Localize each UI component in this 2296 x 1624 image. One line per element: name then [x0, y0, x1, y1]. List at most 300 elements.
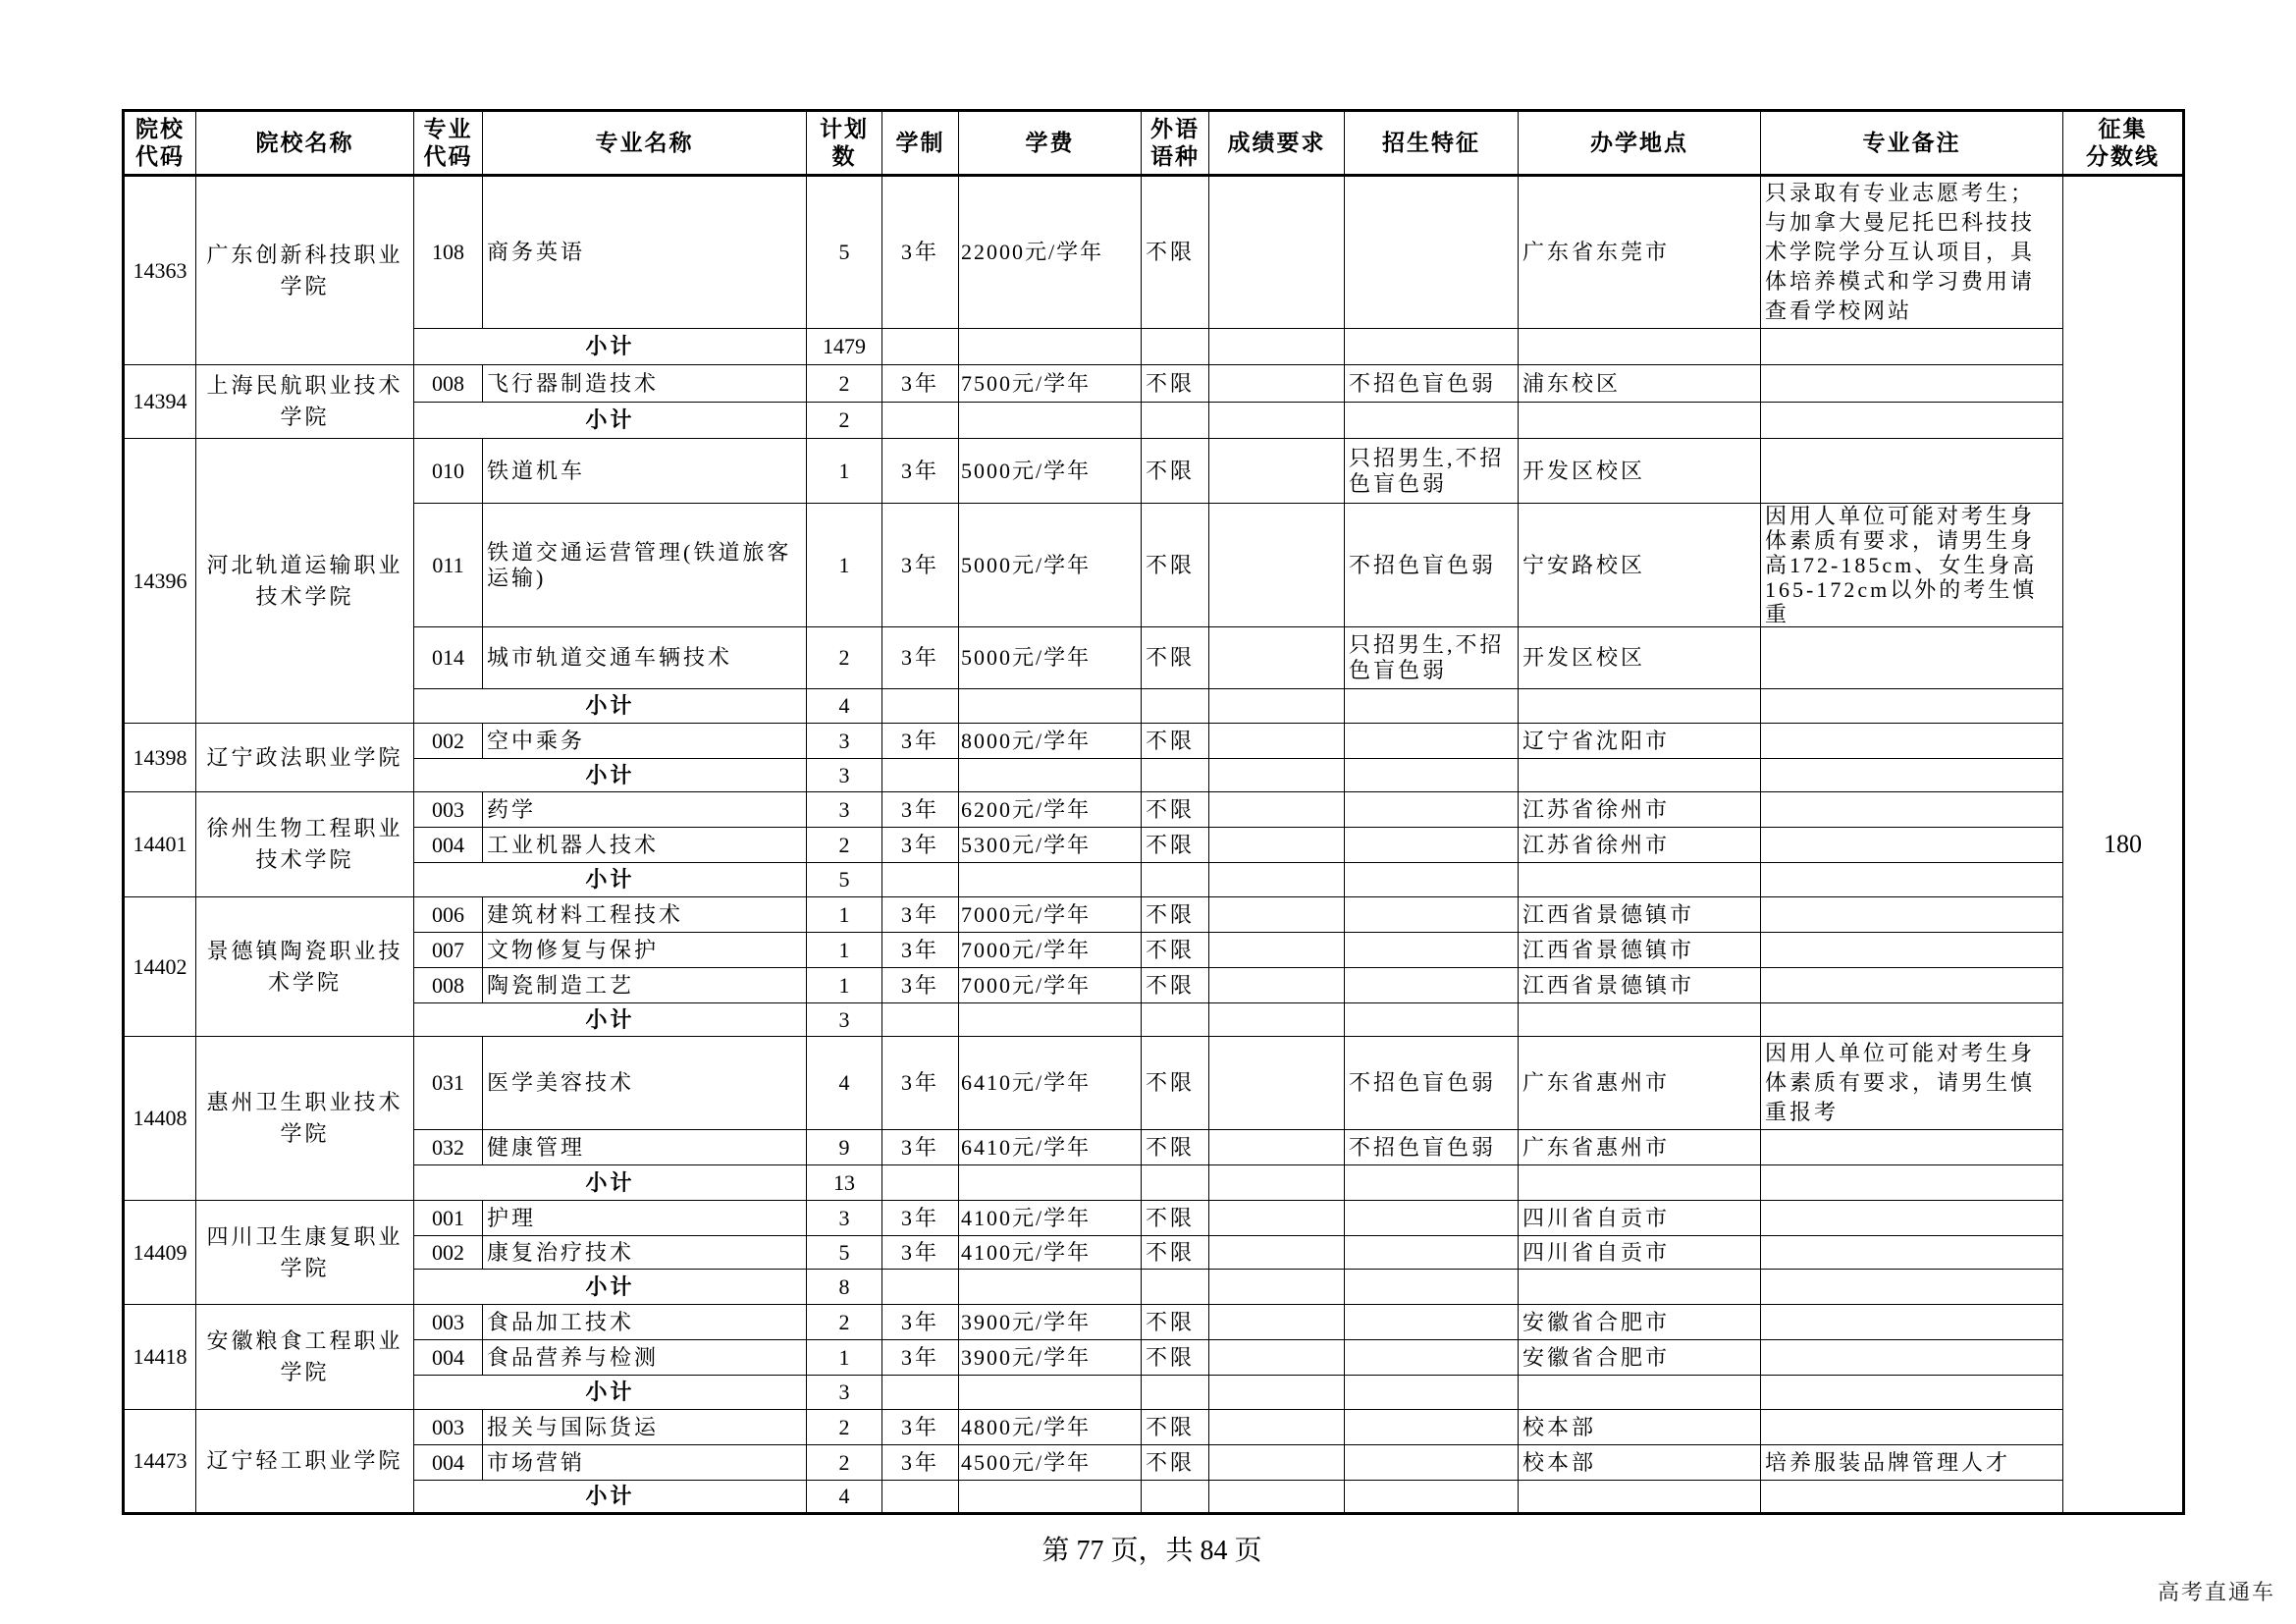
- header-major-name: 专业名称: [483, 111, 807, 176]
- plan-count: 1: [807, 504, 882, 627]
- subtotal-label: 小计: [414, 1481, 807, 1514]
- foreign-language: 不限: [1142, 933, 1209, 968]
- campus-location: 校本部: [1519, 1410, 1761, 1445]
- empty-cell: [1209, 329, 1345, 365]
- campus-location: 四川省自贡市: [1519, 1201, 1761, 1236]
- major-note: [1761, 1201, 2063, 1236]
- empty-cell: [1209, 1003, 1345, 1037]
- campus-location: 江西省景德镇市: [1519, 933, 1761, 968]
- major-name: 陶瓷制造工艺: [483, 968, 807, 1003]
- institution-code: 14402: [124, 897, 196, 1037]
- major-note: 因用人单位可能对考生身体素质有要求，请男生身高172-185cm、女生身高165-172cm以外的考生慎重: [1761, 504, 2063, 627]
- major-name: 健康管理: [483, 1130, 807, 1165]
- duration: 3年: [882, 1340, 959, 1376]
- empty-cell: [1345, 1165, 1519, 1201]
- major-note: [1761, 439, 2063, 504]
- subtotal-label: 小计: [414, 863, 807, 897]
- empty-cell: [1142, 1003, 1209, 1037]
- subtotal-plan: 2: [807, 403, 882, 439]
- score-requirement: [1209, 724, 1345, 759]
- subtotal-row: [124, 1003, 2184, 1037]
- major-code: 004: [414, 828, 483, 863]
- subtotal-label: 小计: [414, 1165, 807, 1201]
- tuition: 6200元/学年: [959, 792, 1142, 828]
- major-code: 014: [414, 627, 483, 689]
- admission-feature: 不招色盲色弱: [1345, 504, 1519, 627]
- empty-cell: [1519, 1165, 1761, 1201]
- empty-cell: [1519, 1270, 1761, 1305]
- duration: 3年: [882, 724, 959, 759]
- empty-cell: [1519, 1481, 1761, 1514]
- empty-cell: [1209, 1376, 1345, 1410]
- major-note: [1761, 933, 2063, 968]
- min-score: 180: [2063, 176, 2184, 1514]
- table-header: [124, 111, 2184, 176]
- campus-location: 广东省东莞市: [1519, 176, 1761, 329]
- empty-cell: [882, 1481, 959, 1514]
- admission-feature: [1345, 724, 1519, 759]
- subtotal-label: 小计: [414, 403, 807, 439]
- empty-cell: [1519, 1003, 1761, 1037]
- major-name: 铁道机车: [483, 439, 807, 504]
- table-row: [124, 627, 2184, 689]
- foreign-language: 不限: [1142, 504, 1209, 627]
- header-score-requirement: 成绩要求: [1209, 111, 1345, 176]
- foreign-language: 不限: [1142, 627, 1209, 689]
- subtotal-row: [124, 689, 2184, 724]
- major-note: [1761, 1305, 2063, 1340]
- admission-feature: [1345, 1340, 1519, 1376]
- major-name: 市场营销: [483, 1445, 807, 1481]
- major-code: 006: [414, 897, 483, 933]
- institution-name: 辽宁政法职业学院: [196, 724, 414, 792]
- subtotal-plan: 3: [807, 1376, 882, 1410]
- tuition: 7000元/学年: [959, 968, 1142, 1003]
- subtotal-row: [124, 1376, 2184, 1410]
- campus-location: 江西省景德镇市: [1519, 968, 1761, 1003]
- campus-location: 校本部: [1519, 1445, 1761, 1481]
- plan-count: 5: [807, 1236, 882, 1270]
- table-row: [124, 1236, 2184, 1270]
- major-note: [1761, 1236, 2063, 1270]
- plan-count: 1: [807, 439, 882, 504]
- table-row: [124, 365, 2184, 403]
- admission-feature: [1345, 897, 1519, 933]
- major-name: 护理: [483, 1201, 807, 1236]
- plan-count: 3: [807, 1201, 882, 1236]
- campus-location: 四川省自贡市: [1519, 1236, 1761, 1270]
- score-requirement: [1209, 1445, 1345, 1481]
- admission-plan-table: [122, 109, 2185, 1515]
- subtotal-row: [124, 1270, 2184, 1305]
- major-code: 002: [414, 1236, 483, 1270]
- admission-feature: [1345, 176, 1519, 329]
- duration: 3年: [882, 1445, 959, 1481]
- empty-cell: [1519, 759, 1761, 792]
- subtotal-row: [124, 759, 2184, 792]
- admission-feature: [1345, 1201, 1519, 1236]
- campus-location: 江苏省徐州市: [1519, 828, 1761, 863]
- table-row: [124, 1037, 2184, 1130]
- page-number: 第 77 页，共 84 页: [1041, 1536, 1262, 1566]
- tuition: 5000元/学年: [959, 627, 1142, 689]
- tuition: 4500元/学年: [959, 1445, 1142, 1481]
- campus-location: 广东省惠州市: [1519, 1037, 1761, 1130]
- empty-cell: [1142, 863, 1209, 897]
- empty-cell: [959, 403, 1142, 439]
- major-code: 002: [414, 724, 483, 759]
- institution-code: 14394: [124, 365, 196, 439]
- empty-cell: [1209, 403, 1345, 439]
- major-code: 108: [414, 176, 483, 329]
- empty-cell: [882, 403, 959, 439]
- foreign-language: 不限: [1142, 828, 1209, 863]
- empty-cell: [1345, 403, 1519, 439]
- major-code: 031: [414, 1037, 483, 1130]
- empty-cell: [1761, 1376, 2063, 1410]
- institution-code: 14473: [124, 1410, 196, 1514]
- score-requirement: [1209, 1305, 1345, 1340]
- institution-name: 辽宁轻工职业学院: [196, 1410, 414, 1514]
- table-row: [124, 1201, 2184, 1236]
- empty-cell: [1519, 863, 1761, 897]
- plan-count: 2: [807, 1305, 882, 1340]
- campus-location: 安徽省合肥市: [1519, 1305, 1761, 1340]
- campus-location: 安徽省合肥市: [1519, 1340, 1761, 1376]
- header-tuition: 学费: [959, 111, 1142, 176]
- admission-feature: [1345, 933, 1519, 968]
- duration: 3年: [882, 1201, 959, 1236]
- empty-cell: [1345, 1270, 1519, 1305]
- campus-location: 江西省景德镇市: [1519, 897, 1761, 933]
- score-requirement: [1209, 627, 1345, 689]
- score-requirement: [1209, 1037, 1345, 1130]
- institution-name: 四川卫生康复职业学院: [196, 1201, 414, 1305]
- institution-name: 徐州生物工程职业技术学院: [196, 792, 414, 897]
- duration: 3年: [882, 792, 959, 828]
- empty-cell: [882, 863, 959, 897]
- empty-cell: [1209, 863, 1345, 897]
- tuition: 4800元/学年: [959, 1410, 1142, 1445]
- duration: 3年: [882, 1305, 959, 1340]
- empty-cell: [882, 689, 959, 724]
- subtotal-label: 小计: [414, 689, 807, 724]
- subtotal-label: 小计: [414, 1376, 807, 1410]
- empty-cell: [1761, 863, 2063, 897]
- empty-cell: [1142, 1376, 1209, 1410]
- duration: 3年: [882, 176, 959, 329]
- major-note: 因用人单位可能对考生身体素质有要求，请男生慎重报考: [1761, 1037, 2063, 1130]
- table-row: [124, 724, 2184, 759]
- empty-cell: [1761, 403, 2063, 439]
- subtotal-label: 小计: [414, 329, 807, 365]
- foreign-language: 不限: [1142, 897, 1209, 933]
- major-name: 空中乘务: [483, 724, 807, 759]
- foreign-language: 不限: [1142, 1130, 1209, 1165]
- subtotal-plan: 8: [807, 1270, 882, 1305]
- empty-cell: [959, 1270, 1142, 1305]
- institution-code: 14398: [124, 724, 196, 792]
- institution-code: 14363: [124, 176, 196, 365]
- major-name: 建筑材料工程技术: [483, 897, 807, 933]
- duration: 3年: [882, 504, 959, 627]
- campus-location: 广东省惠州市: [1519, 1130, 1761, 1165]
- major-name: 药学: [483, 792, 807, 828]
- subtotal-label: 小计: [414, 1270, 807, 1305]
- tuition: 5000元/学年: [959, 439, 1142, 504]
- duration: 3年: [882, 1236, 959, 1270]
- score-requirement: [1209, 504, 1345, 627]
- institution-name: 景德镇陶瓷职业技术学院: [196, 897, 414, 1037]
- score-requirement: [1209, 792, 1345, 828]
- duration: 3年: [882, 1130, 959, 1165]
- plan-count: 2: [807, 1445, 882, 1481]
- score-requirement: [1209, 1201, 1345, 1236]
- foreign-language: 不限: [1142, 792, 1209, 828]
- major-note: [1761, 792, 2063, 828]
- empty-cell: [1761, 1270, 2063, 1305]
- foreign-language: 不限: [1142, 1201, 1209, 1236]
- duration: 3年: [882, 1410, 959, 1445]
- major-code: 001: [414, 1201, 483, 1236]
- foreign-language: 不限: [1142, 1305, 1209, 1340]
- header-major-code: 专业 代码: [414, 111, 483, 176]
- header-foreign-language: 外语 语种: [1142, 111, 1209, 176]
- admission-feature: [1345, 792, 1519, 828]
- empty-cell: [959, 1481, 1142, 1514]
- table-row: [124, 176, 2184, 329]
- tuition: 4100元/学年: [959, 1201, 1142, 1236]
- institution-name: 河北轨道运输职业技术学院: [196, 439, 414, 724]
- plan-count: 5: [807, 176, 882, 329]
- campus-location: 浦东校区: [1519, 365, 1761, 403]
- tuition: 3900元/学年: [959, 1305, 1142, 1340]
- subtotal-row: [124, 863, 2184, 897]
- empty-cell: [1761, 1481, 2063, 1514]
- empty-cell: [882, 1270, 959, 1305]
- empty-cell: [1345, 759, 1519, 792]
- institution-name: 安徽粮食工程职业学院: [196, 1305, 414, 1410]
- major-code: 008: [414, 968, 483, 1003]
- score-requirement: [1209, 176, 1345, 329]
- major-name: 康复治疗技术: [483, 1236, 807, 1270]
- major-code: 032: [414, 1130, 483, 1165]
- tuition: 6410元/学年: [959, 1130, 1142, 1165]
- empty-cell: [1761, 689, 2063, 724]
- major-name: 商务英语: [483, 176, 807, 329]
- major-name: 食品营养与检测: [483, 1340, 807, 1376]
- major-note: [1761, 365, 2063, 403]
- foreign-language: 不限: [1142, 439, 1209, 504]
- admission-feature: [1345, 968, 1519, 1003]
- empty-cell: [1142, 1481, 1209, 1514]
- major-note: [1761, 1410, 2063, 1445]
- foreign-language: 不限: [1142, 176, 1209, 329]
- major-note: [1761, 1130, 2063, 1165]
- admission-feature: 只招男生,不招色盲色弱: [1345, 439, 1519, 504]
- duration: 3年: [882, 627, 959, 689]
- table-row: [124, 1445, 2184, 1481]
- campus-location: 宁安路校区: [1519, 504, 1761, 627]
- tuition: 5000元/学年: [959, 504, 1142, 627]
- table-row: [124, 897, 2184, 933]
- score-requirement: [1209, 933, 1345, 968]
- tuition: 3900元/学年: [959, 1340, 1142, 1376]
- major-name: 报关与国际货运: [483, 1410, 807, 1445]
- empty-cell: [882, 1003, 959, 1037]
- major-name: 飞行器制造技术: [483, 365, 807, 403]
- major-note: 只录取有专业志愿考生；与加拿大曼尼托巴科技技术学院学分互认项目，具体培养模式和学习费用请查看学校网站: [1761, 176, 2063, 329]
- plan-count: 1: [807, 968, 882, 1003]
- major-name: 食品加工技术: [483, 1305, 807, 1340]
- subtotal-row: [124, 403, 2184, 439]
- empty-cell: [959, 1376, 1142, 1410]
- institution-code: 14408: [124, 1037, 196, 1201]
- empty-cell: [959, 1003, 1142, 1037]
- score-requirement: [1209, 439, 1345, 504]
- empty-cell: [1345, 1481, 1519, 1514]
- major-note: [1761, 1340, 2063, 1376]
- tuition: 7000元/学年: [959, 933, 1142, 968]
- subtotal-plan: 4: [807, 1481, 882, 1514]
- empty-cell: [1519, 403, 1761, 439]
- major-code: 003: [414, 792, 483, 828]
- admission-feature: [1345, 1410, 1519, 1445]
- table-row: [124, 968, 2184, 1003]
- empty-cell: [1761, 1003, 2063, 1037]
- plan-count: 2: [807, 627, 882, 689]
- subtotal-plan: 3: [807, 1003, 882, 1037]
- plan-count: 3: [807, 724, 882, 759]
- major-code: 003: [414, 1410, 483, 1445]
- subtotal-row: [124, 329, 2184, 365]
- empty-cell: [959, 329, 1142, 365]
- major-note: [1761, 627, 2063, 689]
- plan-count: 2: [807, 1410, 882, 1445]
- empty-cell: [882, 329, 959, 365]
- admission-feature: [1345, 828, 1519, 863]
- subtotal-plan: 4: [807, 689, 882, 724]
- subtotal-row: [124, 1481, 2184, 1514]
- foreign-language: 不限: [1142, 1037, 1209, 1130]
- header-institution-name: 院校名称: [196, 111, 414, 176]
- table-row: [124, 828, 2184, 863]
- empty-cell: [959, 759, 1142, 792]
- tuition: 4100元/学年: [959, 1236, 1142, 1270]
- header-min-score: 征集 分数线: [2063, 111, 2184, 176]
- tuition: 8000元/学年: [959, 724, 1142, 759]
- major-note: [1761, 968, 2063, 1003]
- tuition: 6410元/学年: [959, 1037, 1142, 1130]
- empty-cell: [1345, 863, 1519, 897]
- institution-code: 14409: [124, 1201, 196, 1305]
- plan-count: 1: [807, 933, 882, 968]
- score-requirement: [1209, 968, 1345, 1003]
- duration: 3年: [882, 828, 959, 863]
- foreign-language: 不限: [1142, 724, 1209, 759]
- foreign-language: 不限: [1142, 1445, 1209, 1481]
- header-row: [124, 111, 2184, 176]
- duration: 3年: [882, 897, 959, 933]
- table-row: [124, 933, 2184, 968]
- empty-cell: [959, 863, 1142, 897]
- admission-feature: 不招色盲色弱: [1345, 365, 1519, 403]
- header-campus-location: 办学地点: [1519, 111, 1761, 176]
- major-name: 工业机器人技术: [483, 828, 807, 863]
- empty-cell: [1519, 689, 1761, 724]
- institution-code: 14396: [124, 439, 196, 724]
- institution-name: 上海民航职业技术学院: [196, 365, 414, 439]
- empty-cell: [1345, 329, 1519, 365]
- major-code: 003: [414, 1305, 483, 1340]
- duration: 3年: [882, 933, 959, 968]
- header-duration: 学制: [882, 111, 959, 176]
- campus-location: 开发区校区: [1519, 439, 1761, 504]
- empty-cell: [1142, 403, 1209, 439]
- major-note: [1761, 828, 2063, 863]
- institution-code: 14401: [124, 792, 196, 897]
- subtotal-row: [124, 1165, 2184, 1201]
- tuition: 7000元/学年: [959, 897, 1142, 933]
- plan-count: 9: [807, 1130, 882, 1165]
- admission-feature: 不招色盲色弱: [1345, 1037, 1519, 1130]
- empty-cell: [1519, 1376, 1761, 1410]
- table-row: [124, 1130, 2184, 1165]
- empty-cell: [882, 1376, 959, 1410]
- plan-count: 1: [807, 897, 882, 933]
- major-code: 010: [414, 439, 483, 504]
- plan-count: 1: [807, 1340, 882, 1376]
- empty-cell: [1761, 1165, 2063, 1201]
- score-requirement: [1209, 1130, 1345, 1165]
- header-major-note: 专业备注: [1761, 111, 2063, 176]
- institution-name: 惠州卫生职业技术学院: [196, 1037, 414, 1201]
- foreign-language: 不限: [1142, 1236, 1209, 1270]
- tuition: 5300元/学年: [959, 828, 1142, 863]
- empty-cell: [959, 1165, 1142, 1201]
- empty-cell: [1345, 1376, 1519, 1410]
- subtotal-plan: 13: [807, 1165, 882, 1201]
- table-row: [124, 1410, 2184, 1445]
- empty-cell: [959, 689, 1142, 724]
- empty-cell: [1142, 1270, 1209, 1305]
- duration: 3年: [882, 365, 959, 403]
- empty-cell: [1142, 759, 1209, 792]
- foreign-language: 不限: [1142, 1410, 1209, 1445]
- foreign-language: 不限: [1142, 1340, 1209, 1376]
- plan-count: 2: [807, 365, 882, 403]
- admission-feature: [1345, 1236, 1519, 1270]
- empty-cell: [882, 1165, 959, 1201]
- empty-cell: [1761, 329, 2063, 365]
- major-name: 城市轨道交通车辆技术: [483, 627, 807, 689]
- tuition: 7500元/学年: [959, 365, 1142, 403]
- major-code: 011: [414, 504, 483, 627]
- campus-location: 江苏省徐州市: [1519, 792, 1761, 828]
- header-admission-feature: 招生特征: [1345, 111, 1519, 176]
- major-name: 医学美容技术: [483, 1037, 807, 1130]
- tuition: 22000元/学年: [959, 176, 1142, 329]
- major-code: 004: [414, 1340, 483, 1376]
- score-requirement: [1209, 897, 1345, 933]
- header-institution-code: 院校 代码: [124, 111, 196, 176]
- major-name: 铁道交通运营管理(铁道旅客运输): [483, 504, 807, 627]
- major-code: 004: [414, 1445, 483, 1481]
- admission-feature: [1345, 1305, 1519, 1340]
- plan-count: 3: [807, 792, 882, 828]
- score-requirement: [1209, 365, 1345, 403]
- empty-cell: [1761, 759, 2063, 792]
